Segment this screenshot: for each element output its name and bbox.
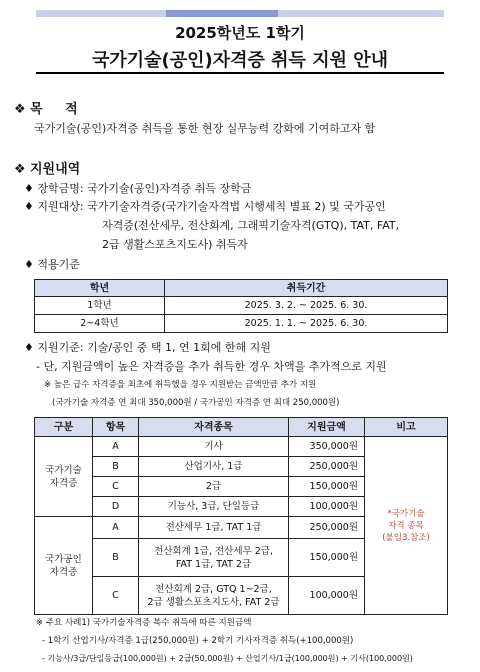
item-cell: D [93, 497, 139, 517]
header-color-bar [36, 10, 444, 17]
qualification-cell: 전산회계 1급, 전산세무 2급, FAT 1급, TAT 2급 [139, 539, 289, 577]
example-line-2: - 기능사/3급/단일등급(100,000원) + 2급(50,000원) + 산업기사/1급(100,000원) + 기사(100,000원) [42, 654, 413, 663]
qualification-cell: 기능사, 3급, 단일등급 [139, 497, 289, 517]
support-heading: 지원내역 [30, 162, 81, 177]
qualification-cell: 기사 [139, 437, 289, 457]
apply-line [24, 258, 80, 272]
color-bar-segment [166, 10, 278, 17]
target-line-1: 국가기술자격증(국가기술자격법 시행세칙 별표 2) 및 국가공인 [87, 200, 386, 213]
apply-period-table [34, 279, 448, 333]
section-support [14, 158, 80, 177]
target-label: 지원대상: [37, 200, 84, 213]
criteria-line [24, 341, 271, 355]
table-header-row [35, 418, 448, 437]
remarks-text: *국가기술 자격 종목 (붙임3.참조) [382, 508, 430, 543]
title-block [0, 22, 480, 72]
criteria-note-1: ※ 높은 급수 자격증을 최초에 취득했을 경우 지원받는 금액만큼 추가 지원 [44, 380, 317, 390]
document-subtitle: 2025학년도 1학기 [175, 24, 305, 42]
section-purpose [14, 98, 78, 117]
small-diamond-icon: ♦ [24, 341, 38, 354]
qualification-cell: 전산세무 1급, TAT 1급 [139, 517, 289, 539]
amount-cell: 350,000원 [289, 437, 365, 457]
criteria-note-2: (국가기술 자격증 연 최대 350,000원 / 국가공인 자격증 연 최대 250,000원) [52, 398, 340, 408]
example-heading: ※ 주요 사례1) 국가기술자격증 복수 취득에 따른 지원금액 [36, 618, 252, 628]
column-header-item: 항목 [93, 418, 139, 437]
diamond-bullet-icon: ❖ [14, 162, 26, 177]
item-cell: C [93, 477, 139, 497]
column-header-qualification: 자격종목 [139, 418, 289, 437]
example-line-1: - 1학기 산업기사/자격증 1급(250,000원) + 2학기 기사자격증 취득(+100,000원) [42, 636, 354, 646]
amount-cell: 250,000원 [289, 517, 365, 539]
support-amount-table [34, 417, 448, 615]
scholarship-label: 장학금명: [37, 182, 84, 195]
color-bar-segment [278, 10, 444, 17]
table-row [35, 297, 448, 315]
table-header-row [35, 280, 448, 297]
grade-cell: 2~4학년 [35, 315, 165, 333]
apply-label: 적용기준 [37, 258, 80, 271]
criteria-sub-line: - 단, 지원금액이 높은 자격증을 추가 취득한 경우 차액을 추가적으로 지원 [36, 360, 387, 373]
target-line-2: 자격증(전산세무, 전산회계, 그래픽기술자격(GTQ), TAT, FAT, [102, 219, 400, 232]
small-diamond-icon: ♦ [24, 200, 38, 213]
grade-cell: 1학년 [35, 297, 165, 315]
period-cell: 2025. 1. 1. ~ 2025. 6. 30. [165, 315, 448, 333]
item-cell: A [93, 437, 139, 457]
item-cell: C [93, 577, 139, 615]
diamond-bullet-icon: ❖ [14, 102, 26, 117]
item-cell: A [93, 517, 139, 539]
title-underline [36, 72, 444, 74]
scholarship-value: 국가기술(공인)자격증 취득 장학금 [87, 182, 252, 195]
column-header-category: 구분 [35, 418, 93, 437]
qualification-cell: 전산회계 2급, GTQ 1~2급, 2급 생활스포츠지도사, FAT 2급 [139, 577, 289, 615]
item-cell: B [93, 539, 139, 577]
target-line [24, 200, 386, 214]
category-cell: 국가공인 자격증 [35, 517, 93, 615]
scholarship-line [24, 182, 251, 196]
item-cell: B [93, 457, 139, 477]
amount-cell: 150,000원 [289, 477, 365, 497]
column-header-remarks: 비고 [365, 418, 448, 437]
small-diamond-icon: ♦ [24, 258, 38, 271]
qualification-cell: 2급 [139, 477, 289, 497]
document-title: 국가기술(공인)자격증 취득 지원 안내 [91, 50, 389, 71]
amount-cell: 250,000원 [289, 457, 365, 477]
target-line-3: 2급 생활스포츠지도사) 취득자 [102, 238, 248, 251]
category-cell: 국가기술 자격증 [35, 437, 93, 517]
purpose-text: 국가기술(공인)자격증 취득을 통한 현장 실무능력 강화에 기여하고자 함 [34, 122, 376, 135]
color-bar-segment [36, 10, 166, 17]
table-row [35, 437, 448, 457]
remarks-cell [365, 437, 448, 615]
column-header-amount: 지원금액 [289, 418, 365, 437]
table-row [35, 315, 448, 333]
amount-cell: 100,000원 [289, 577, 365, 615]
column-header-period: 취득기간 [165, 280, 448, 297]
small-diamond-icon: ♦ [24, 182, 38, 195]
criteria-text: 지원기준: 기술/공인 중 택 1, 연 1회에 한해 지원 [37, 341, 271, 354]
amount-cell: 150,000원 [289, 539, 365, 577]
purpose-heading: 목 적 [30, 102, 78, 117]
amount-cell: 100,000원 [289, 497, 365, 517]
period-cell: 2025. 3. 2. ~ 2025. 6. 30. [165, 297, 448, 315]
column-header-grade: 학년 [35, 280, 165, 297]
qualification-cell: 산업기사, 1급 [139, 457, 289, 477]
